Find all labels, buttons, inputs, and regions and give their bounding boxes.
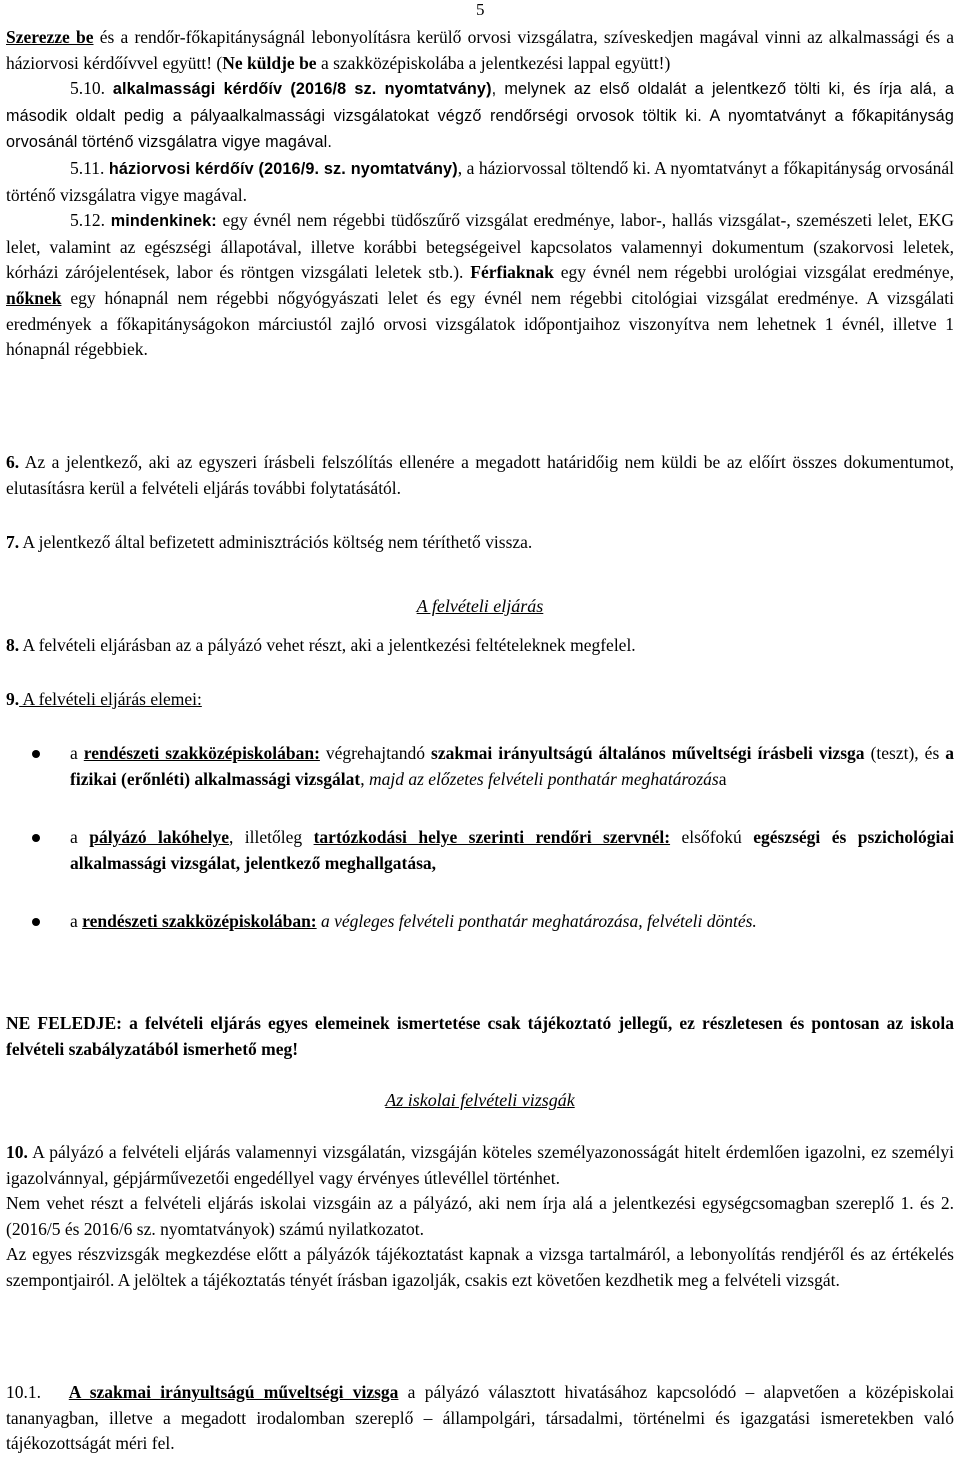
bullet-icon <box>32 834 40 842</box>
notice-ne-feledje: NE FELEDJE: a felvételi eljárás egyes elemeinek ismertetése csak tájékoztató jellegű, ez részletesen és pontosan az iskola felvételi szabályzatából ismerhető meg! <box>6 1013 954 1059</box>
documents-block <box>6 25 954 363</box>
bullet-icon <box>32 918 40 926</box>
item-5-10: 5.10. alkalmassági kérdőív (2016/8 sz. nyomtatvány), melynek az első oldalát a jelentkező tölti ki, és írja alá, a második oldalt pedig a pályaalkalmassági vizsgálatokat végző rendőrségi orvosok töltik ki. A nyomtatványt a főkapitányság orvosánál történő vizsgálatra vigye magával. <box>6 78 954 152</box>
item-5-11: 5.11. háziorvosi kérdőív (2016/9. sz. nyomtatvány), a háziorvossal töltendő ki. A nyomtatványt a főkapitányság orvosánál történő vizsgálatra vigye magával. <box>6 157 954 205</box>
section-10-1: 10.1. A szakmai irányultságú műveltségi vizsga a pályázó választott hivatásához kapcsolódó – alapvetően a középiskolai tananyagban, illetve a megadott irodalomban szereplő – állampolgári, társadalmi, történelmi és igazgatási ismeretekben való tájékozottságát méri fel. <box>6 1382 955 1454</box>
bullet-icon <box>32 750 40 758</box>
list-item: a pályázó lakóhelye, illetőleg tartózkodási helye szerinti rendőri szervnél: elsőfokú egészségi és pszichológiai alkalmassági vizsgálat, jelentkező meghallgatása, <box>6 825 954 876</box>
procedure-elements-list <box>6 741 954 935</box>
list-item: a rendészeti szakközépiskolában: a végleges felvételi ponthatár meghatározása, felvételi döntés. <box>6 909 954 935</box>
section-10-declaration: Nem vehet részt a felvételi eljárás iskolai vizsgáin az a pályázó, aki nem írja alá a jelentkezési egységcsomagban szereplő 1. és 2. (2016/5 és 2016/6 sz. nyomtatványok) számú nyilatkozatot. <box>6 1193 954 1239</box>
section-9: 9. A felvételi eljárás elemei: <box>6 689 202 709</box>
section-7: 7. A jelentkező által befizetett adminisztrációs költség nem téríthető vissza. <box>6 532 533 552</box>
section-6: 6. Az a jelentkező, aki az egyszeri írásbeli felszólítás ellenére a megadott határidőig nem küldi be az előírt összes dokumentumot, elutasításra kerül a felvételi eljárás további folytatásától. <box>6 452 954 498</box>
heading-school-exams: Az iskolai felvételi vizsgák <box>385 1090 575 1110</box>
page-number: 5 <box>476 0 485 19</box>
section-10 <box>6 1140 954 1294</box>
list-item: a rendészeti szakközépiskolában: végrehajtandó szakmai irányultságú általános műveltségi írásbeli vizsga (teszt), és a fizikai (erőnléti) alkalmassági vizsgálat, majd az előzetes felvételi ponthatár meghatározása <box>6 741 954 792</box>
section-8: 8. A felvételi eljárásban az a pályázó vehet részt, aki a jelentkezési feltételeknek megfelel. <box>6 635 636 655</box>
paragraph-obtain: Szerezze be és a rendőr-főkapitányságnál lebonyolításra kerülő orvosi vizsgálatra, szíveskedjen magával vinni az alkalmassági és a háziorvosi kérdőívvel együtt! (Ne küldje be a szakközépiskolába a jelentkezési lappal együtt!) <box>6 27 955 73</box>
item-5-12: 5.12. mindenkinek: egy évnél nem régebbi tüdőszűrő vizsgálat eredménye, labor-, hallás vizsgálat-, szemészeti lelet, EKG lelet, valamint az egészségi állapotával, illetve korábbi betegségeivel kapcsolatos valamennyi dokumentum (szakorvosi leletek, kórházi zárójelentések, labor és röntgen vizsgálati leletek stb.). Férfiaknak egy évnél nem régebbi urológiai vizsgálat eredménye, nőknek egy hónapnál nem régebbi nőgyógyászati lelet és egy évnél nem régebbi citológiai vizsgálat eredménye. A vizsgálati eredmények a főkapitányságokon márciustól zajló orvosi vizsgálatok időpontjaihoz viszonyítva nem lehetnek 1 évnél, illetve 1 hónapnál régebbiek. <box>6 210 955 360</box>
section-10-identity: 10. A pályázó a felvételi eljárás valamennyi vizsgálatán, vizsgáján köteles személyazonosságát hitelt érdemlően igazolni, ez személyi igazolvánnyal, gépjárművezetői engedéllyel vagy érvényes útlevéllel történhet. <box>6 1142 954 1188</box>
section-10-briefing: Az egyes részvizsgák megkezdése előtt a pályázók tájékoztatást kapnak a vizsga tartalmáról, a lebonyolítás rendjéről és az értékelés szempontjairól. A jelöltek a tájékoztatás tényét írásban igazolják, csakis ezt követően kezdhetik meg a felvételi vizsgát. <box>6 1244 954 1290</box>
obtain-label: Szerezze be <box>6 27 94 47</box>
heading-admission-procedure: A felvételi eljárás <box>416 596 544 616</box>
